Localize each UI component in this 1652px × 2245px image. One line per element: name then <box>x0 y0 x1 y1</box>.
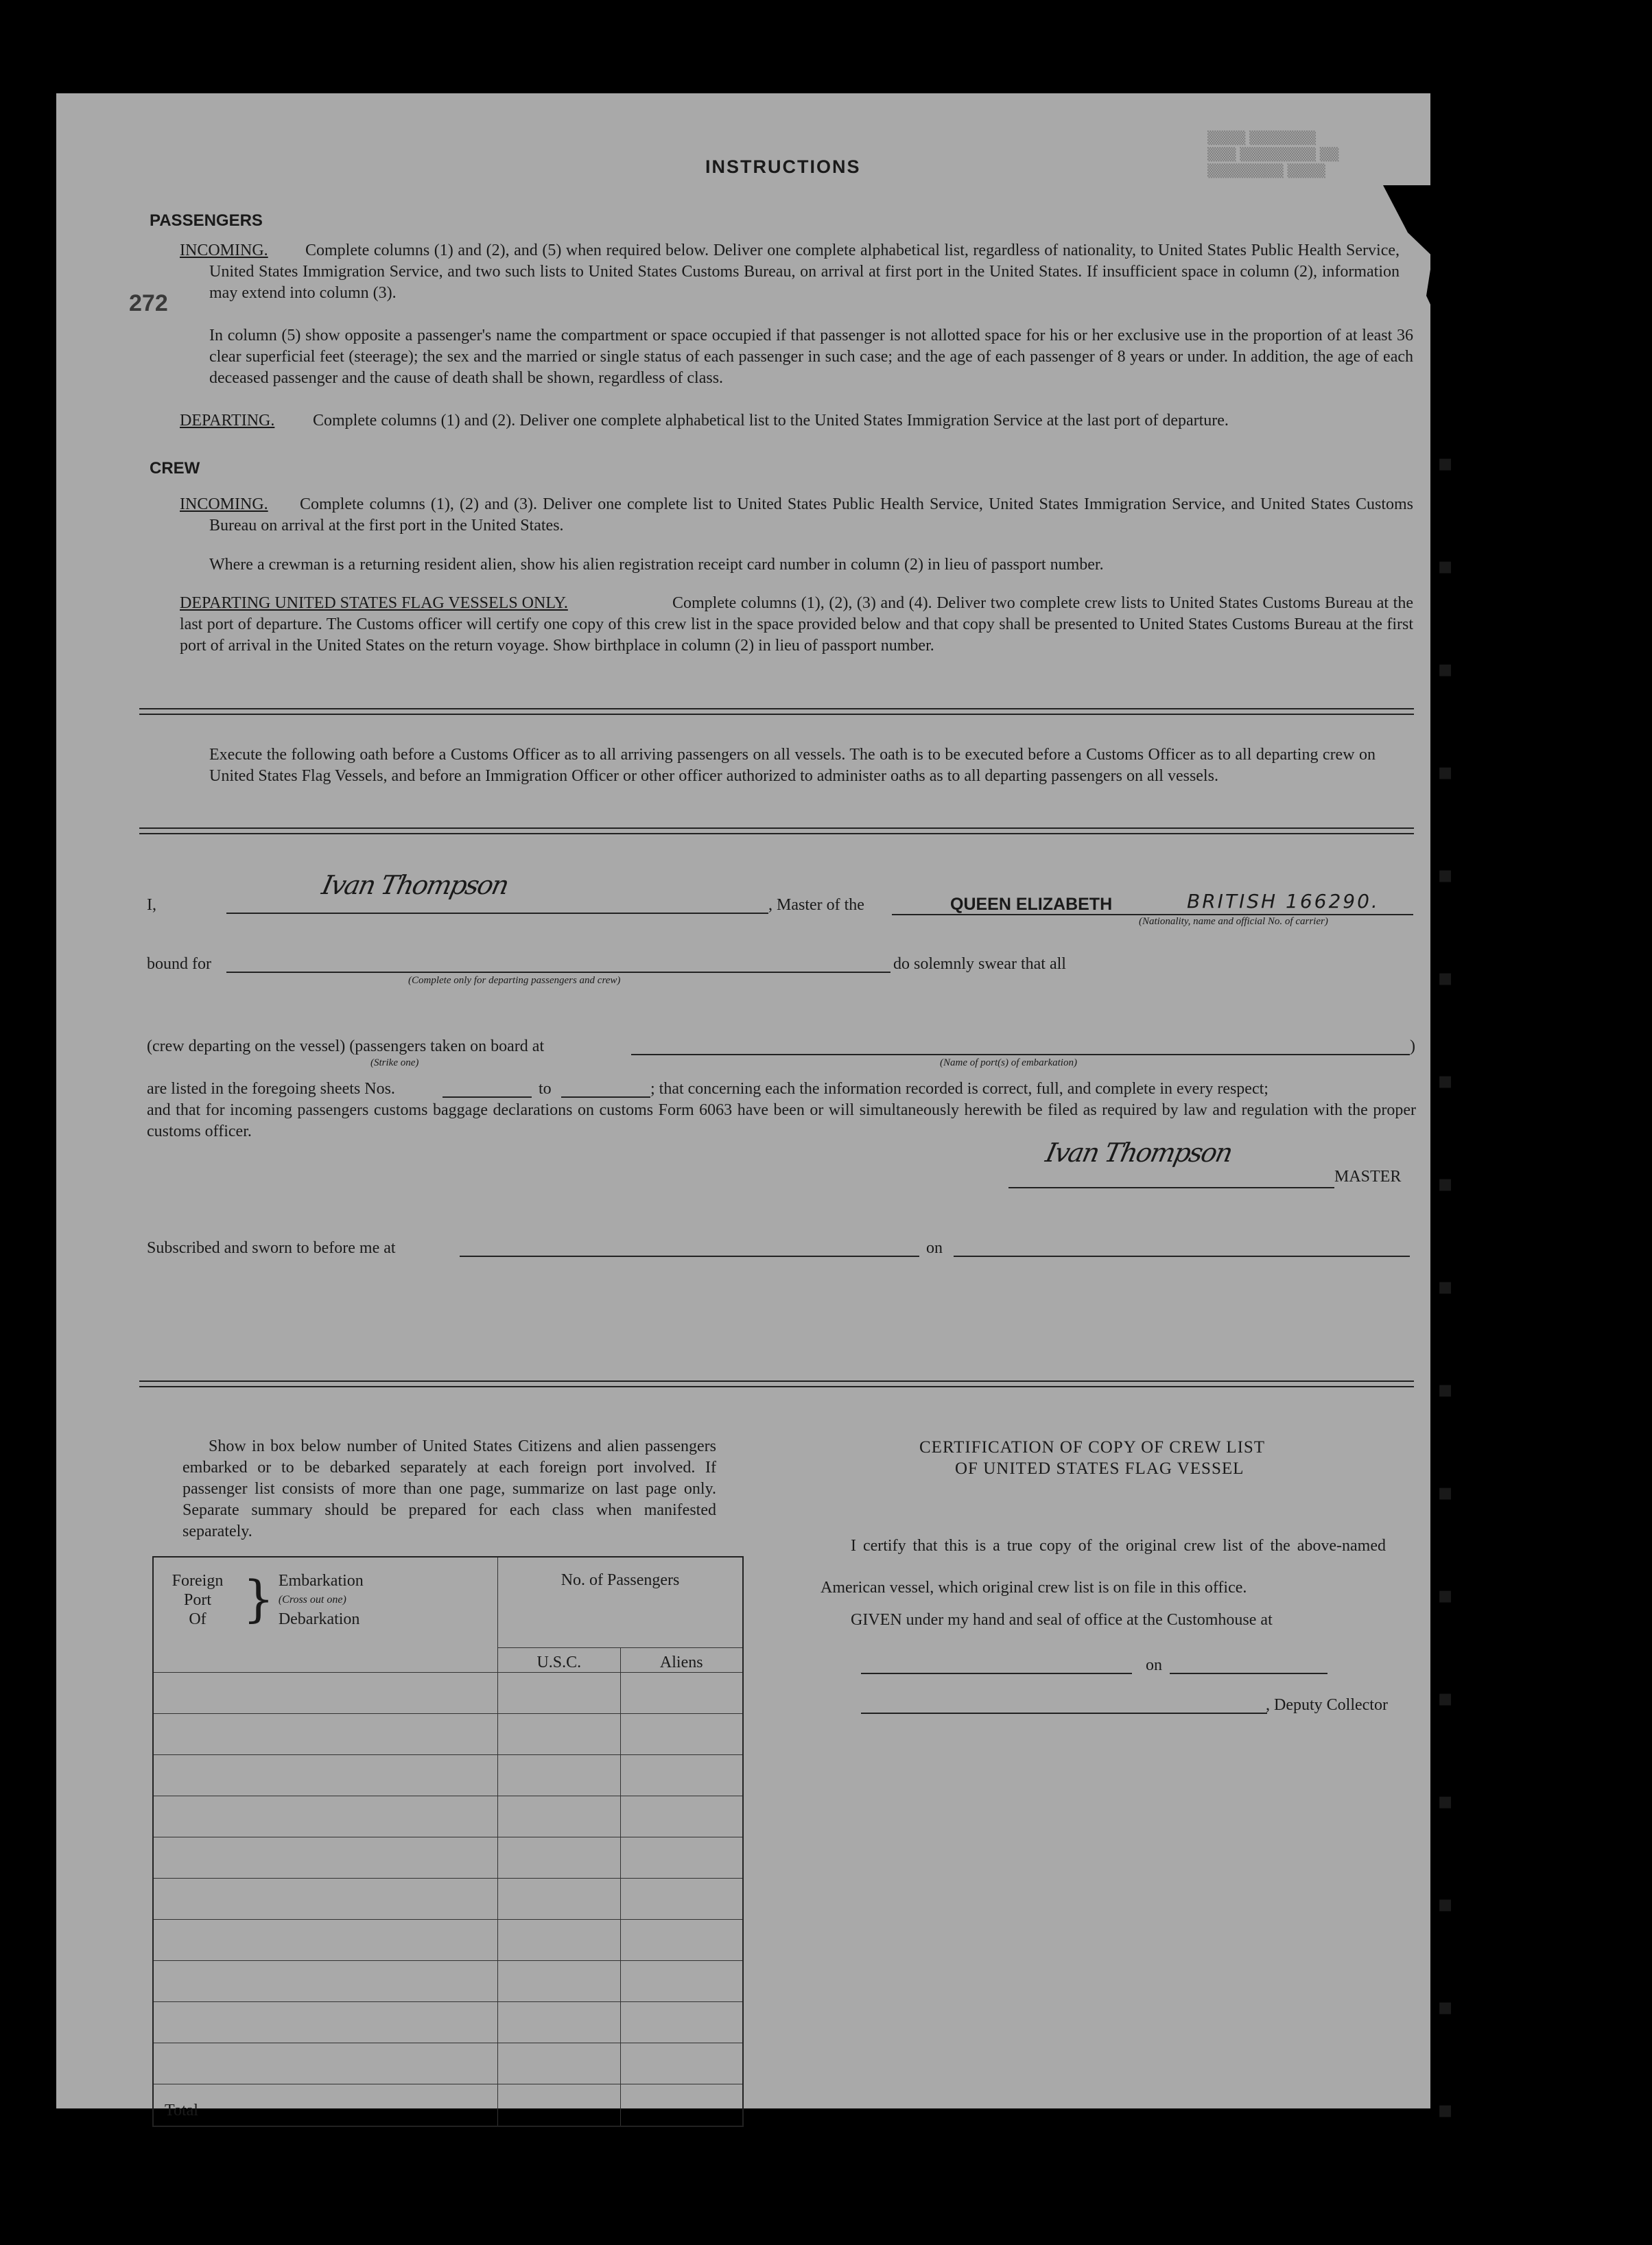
crew-departing-label: (crew departing on the vessel) (passengers taken on board at <box>147 1037 545 1055</box>
swear-label: do solemnly swear that all <box>893 955 1066 973</box>
page-title: INSTRUCTIONS <box>705 156 861 177</box>
master-name-line <box>226 913 768 914</box>
table-row <box>153 1878 743 1919</box>
close-paren: ) <box>1410 1037 1415 1055</box>
crew-departing-text: Complete columns (1), (2), (3) and (4). Deliver two complete crew lists to United States Customs Bureau at the last port of departure. The Customs officer will certify one copy of this crew list in the space provided below and that copy shall be presented to United States Customs Bureau at the first port of arrival in the United States on the return voyage. Show birthplace in column (2) in lieu of passport number. <box>180 594 1413 655</box>
section-divider <box>139 1380 1414 1387</box>
crew-resident-alien-text: Where a crewman is a returning resident alien, show his alien registration receipt card number in column (2) in lieu of passport number. <box>209 556 1104 574</box>
brace-icon: } <box>243 1570 274 1627</box>
port-cell[interactable] <box>153 1919 498 1960</box>
crew-incoming-label: INCOMING. <box>180 495 268 513</box>
usc-cell[interactable] <box>498 1919 620 1960</box>
listed-to-label: to <box>539 1080 552 1098</box>
table-row <box>153 1960 743 2001</box>
sheet-to-line <box>561 1096 650 1098</box>
passengers-column5-text: In column (5) show opposite a passenger's name the compartment or space occupied if that passenger is not allotted space for his or her exclusive use in the proportion of at least 36 clear superficial feet (steerage); the sex and the married or single status of each passenger in such case; and the age of each passenger of 8 years or under. In addition, the age of each deceased passenger and the cause of death shall be shown, regardless of class. <box>209 327 1413 387</box>
port-cell[interactable] <box>153 1713 498 1754</box>
aliens-cell[interactable] <box>620 1960 743 2001</box>
crew-heading: CREW <box>150 459 200 478</box>
port-cell[interactable] <box>153 1796 498 1837</box>
usc-cell[interactable] <box>498 2001 620 2043</box>
total-usc-cell[interactable] <box>498 2084 620 2126</box>
col-cross-out: (Cross out one) <box>278 1594 346 1606</box>
strike-one-caption: (Strike one) <box>370 1057 419 1068</box>
master-of-label: , Master of the <box>768 896 864 914</box>
oath-intro-text: Execute the following oath before a Customs Officer as to all arriving passengers on all vessels. The oath is to be executed before a Customs Officer as to all departing crew on United States Flag Vessels, and before an Immigration Officer or other officer authorized to administer oaths as to all departing passengers on all vessels. <box>209 746 1376 785</box>
port-cell[interactable] <box>153 1837 498 1878</box>
bleed-through-text: ▒▒▒▒ ▒▒▒▒▒▒▒ ▒▒▒ ▒▒▒▒▒▒▒▒ ▒▒ ▒▒▒▒▒▒▒▒ ▒▒▒▒ <box>1207 131 1339 178</box>
passengers-incoming-text: Complete columns (1) and (2), and (5) when required below. Deliver one complete alphabetical list, regardless of nationality, to United States Public Health Service, United States Immigration Service, and two such lists to United States Customs Bureau, on arrival at first port in the United States. If insufficient space in column (2), information may extend into column (3). <box>209 242 1400 302</box>
usc-cell[interactable] <box>498 1754 620 1796</box>
col-foreign: Foreign <box>172 1572 224 1590</box>
certification-title-1: CERTIFICATION OF COPY OF CREW LIST <box>919 1438 1266 1457</box>
total-aliens-cell[interactable] <box>620 2084 743 2126</box>
certification-title-2: OF UNITED STATES FLAG VESSEL <box>955 1459 1244 1478</box>
aliens-cell[interactable] <box>620 1837 743 1878</box>
crew-departing-label: DEPARTING UNITED STATES FLAG VESSELS ONLY. <box>180 594 568 612</box>
master-signature-2: Ivan Thompson <box>1043 1138 1235 1168</box>
port-cell[interactable] <box>153 2001 498 2043</box>
master-signature-line <box>1008 1187 1334 1188</box>
usc-cell[interactable] <box>498 1837 620 1878</box>
crew-incoming-text: Complete columns (1), (2) and (3). Deliver one complete list to United States Public Health Service, United States Immigration Service, and United States Customs Bureau on arrival at the first port in the United States. <box>209 495 1413 534</box>
listed-text-1: are listed in the foregoing sheets Nos. <box>147 1080 395 1098</box>
table-row <box>153 2001 743 2043</box>
port-cell[interactable] <box>153 1672 498 1713</box>
col-of: Of <box>189 1610 206 1628</box>
subscribed-place-line <box>460 1256 919 1257</box>
total-label: Total <box>153 2084 498 2126</box>
table-row <box>153 2043 743 2084</box>
usc-cell[interactable] <box>498 2043 620 2084</box>
sheet-from-line <box>442 1096 532 1098</box>
usc-cell[interactable] <box>498 1713 620 1754</box>
col-port: Port <box>183 1591 211 1609</box>
usc-cell[interactable] <box>498 1796 620 1837</box>
deputy-collector-label: , Deputy Collector <box>1266 1696 1388 1714</box>
certification-place-line <box>861 1673 1132 1674</box>
col-embarkation: Embarkation <box>278 1572 364 1590</box>
bound-for-label: bound for <box>147 955 211 973</box>
aliens-cell[interactable] <box>620 1796 743 1837</box>
table-row <box>153 1713 743 1754</box>
vessel-caption: (Nationality, name and official No. of carrier) <box>1139 916 1328 927</box>
oath-i-label: I, <box>147 896 156 914</box>
usc-cell[interactable] <box>498 1878 620 1919</box>
certification-text-1: I certify that this is a true copy of the original crew list of the above-named American vessel, which original crew list is on file in this office. <box>821 1537 1386 1597</box>
ports-line <box>631 1054 1410 1055</box>
master-signature: Ivan Thompson <box>319 870 511 900</box>
aliens-cell[interactable] <box>620 1878 743 1919</box>
aliens-cell[interactable] <box>620 2043 743 2084</box>
ports-caption: (Name of port(s) of embarkation) <box>940 1057 1077 1068</box>
table-row <box>153 1672 743 1713</box>
passengers-heading: PASSENGERS <box>150 211 263 230</box>
table-row <box>153 1754 743 1796</box>
table-row <box>153 1796 743 1837</box>
passengers-incoming-label: INCOMING. <box>180 242 268 259</box>
section-divider <box>139 827 1414 834</box>
no-passengers-header: No. of Passengers <box>498 1557 743 1647</box>
summary-instructions: Show in box below number of United States Citizens and alien passengers embarked or to be debarked separately at each foreign port involved. If passenger list consists of more than one page, summarize on last page only. Separate summary should be prepared for each class when manifested separately. <box>182 1437 716 1540</box>
passenger-summary-table <box>152 1556 744 2127</box>
table-row <box>153 1919 743 1960</box>
master-label: MASTER <box>1334 1168 1402 1186</box>
port-cell[interactable] <box>153 1878 498 1919</box>
port-cell[interactable] <box>153 1960 498 2001</box>
margin-stamp-number: 272 <box>129 290 168 316</box>
bound-for-caption: (Complete only for departing passengers and crew) <box>408 975 621 986</box>
certification-text-2: GIVEN under my hand and seal of office at the Customhouse at <box>851 1611 1273 1629</box>
subscribed-date-line <box>954 1256 1410 1257</box>
port-cell[interactable] <box>153 1754 498 1796</box>
port-cell[interactable] <box>153 2043 498 2084</box>
certification-date-line <box>1170 1673 1328 1674</box>
aliens-cell[interactable] <box>620 1919 743 1960</box>
port-header-cell <box>153 1557 498 1672</box>
usc-header: U.S.C. <box>498 1647 620 1672</box>
usc-cell[interactable] <box>498 1672 620 1713</box>
deputy-collector-line <box>861 1713 1267 1714</box>
passengers-departing-label: DEPARTING. <box>180 412 275 430</box>
aliens-header: Aliens <box>620 1647 743 1672</box>
section-divider <box>139 708 1414 715</box>
aliens-cell[interactable] <box>620 2001 743 2043</box>
table-row <box>153 1837 743 1878</box>
total-row <box>153 2084 743 2126</box>
usc-cell[interactable] <box>498 1960 620 2001</box>
subscribed-on-label: on <box>926 1239 943 1257</box>
listed-text-3: and that for incoming passengers customs baggage declarations on customs Form 6063 have been or will simultaneously herewith be filed as required by law and regulation with the proper customs officer. <box>147 1101 1416 1140</box>
vessel-name: QUEEN ELIZABETH <box>950 895 1113 914</box>
bound-for-line <box>226 972 890 973</box>
bleed-through-numbers: ▪ ▪ ▪ ▪ ▪ ▪ ▪ ▪ ▪ ▪ ▪ ▪ ▪ ▪ ▪ ▪ ▪ <box>1437 449 1454 2124</box>
aliens-cell[interactable] <box>620 1713 743 1754</box>
subscribed-label: Subscribed and sworn to before me at <box>147 1239 396 1257</box>
col-debarkation: Debarkation <box>278 1610 360 1628</box>
aliens-cell[interactable] <box>620 1672 743 1713</box>
listed-text-2: ; that concerning each the information recorded is correct, full, and complete in every respect; <box>650 1080 1268 1098</box>
aliens-cell[interactable] <box>620 1754 743 1796</box>
table-header-row <box>153 1557 743 1647</box>
certification-on-label: on <box>1146 1656 1162 1674</box>
passengers-departing-text: Complete columns (1) and (2). Deliver one complete alphabetical list to the United States Immigration Service at the last port of departure. <box>313 412 1229 430</box>
vessel-details: BRITISH 166290. <box>1187 890 1380 913</box>
